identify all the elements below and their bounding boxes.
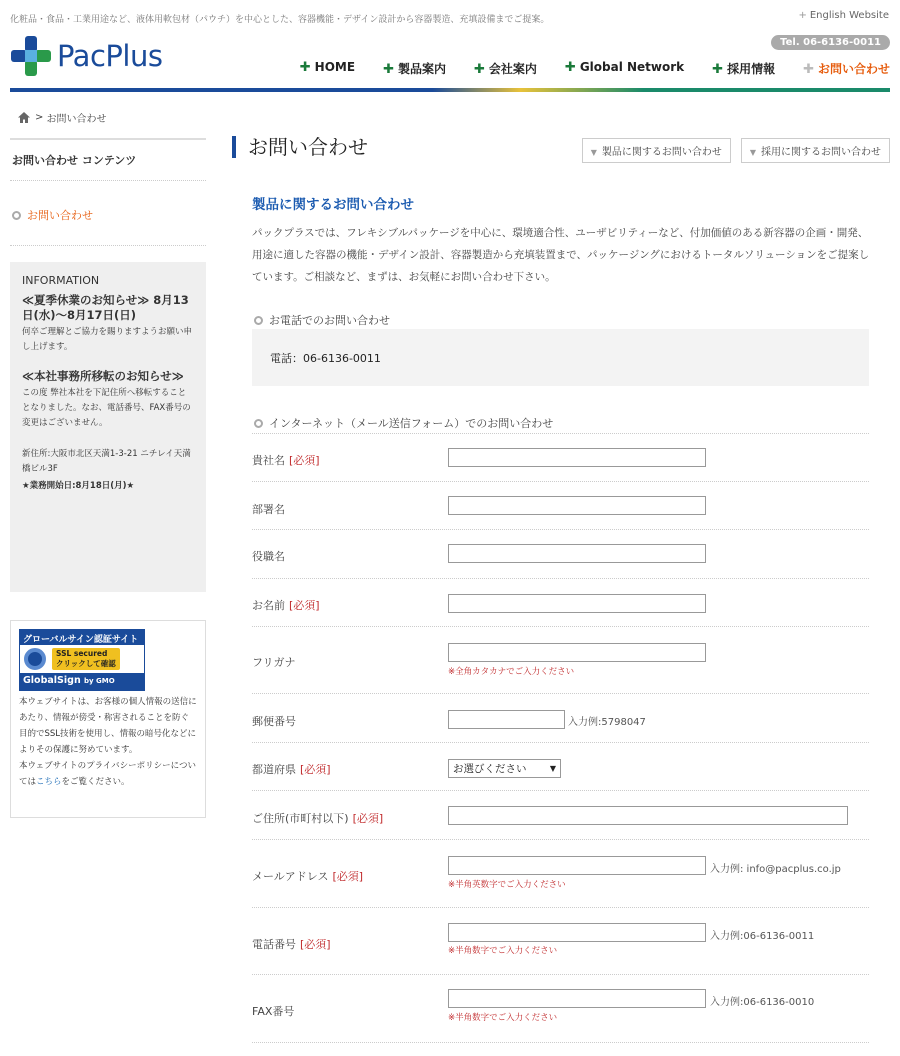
fax-input[interactable] — [448, 989, 706, 1008]
required-badge: [必須] — [289, 599, 320, 612]
form-label — [252, 452, 320, 468]
plus-icon: ✚ — [473, 62, 485, 77]
form-row-company — [252, 434, 869, 482]
form-row-address — [252, 791, 869, 840]
sidebar-item-label: お問い合わせ — [27, 209, 93, 222]
intro-text: パックプラスでは、フレキシブルパッケージを中心に、環境適合性、ユーザビリティーなど、付加価値のある新容器の企画・開発、用途に適した容器の機能・デザイン設計、容器製造から充填装置まで、パッケージングにおけるトータルソリューションをご提案しています。ご相談など、まずは、お気軽にお問い合わせ下さい。 — [252, 227, 870, 283]
nav-contact[interactable] — [803, 60, 890, 77]
section-title: 製品に関するお問い合わせ — [252, 197, 414, 213]
plus-icon: + — [798, 10, 807, 21]
circle-bullet-icon — [254, 316, 263, 325]
phone-number-box — [252, 329, 869, 386]
tel-badge: Tel. 06-6136-0011 — [771, 35, 890, 50]
global-nav — [272, 60, 890, 77]
sidebar-item-contact[interactable] — [10, 181, 206, 246]
ssl-info-box — [10, 620, 206, 818]
required-badge: [必須] — [332, 870, 364, 883]
site-tagline: 化粧品・食品・工業用途など、液体用軟包材（パウチ）を中心とした、容器機能・デザイン設計から容器製造、充填設備までご提案。 — [10, 15, 550, 25]
zip-label: 郵便番号 — [252, 715, 296, 728]
plus-icon: ✚ — [299, 60, 311, 75]
by-gmo-text: by GMO — [84, 677, 115, 685]
form-label — [252, 761, 331, 777]
nav-global-network-label: Global Network — [579, 60, 685, 74]
email-note: ※半角英数字でご入力ください — [448, 880, 566, 890]
required-badge: [必須] — [300, 938, 331, 951]
ssl-click-text: クリックして確認 — [56, 659, 116, 668]
form-row-phone — [252, 908, 869, 975]
furigana-label: フリガナ — [252, 656, 296, 669]
information-box — [10, 262, 206, 592]
sidebar-heading: お問い合わせ コンテンツ — [10, 138, 206, 181]
required-badge: [必須] — [300, 763, 331, 776]
phone-input[interactable] — [448, 923, 706, 942]
form-row-furigana — [252, 627, 869, 694]
breadcrumb-current: お問い合わせ — [46, 114, 107, 125]
open-date: ★業務開始日:8月18日(月)★ — [22, 481, 135, 491]
plus-icon: ✚ — [383, 62, 394, 77]
sub-nav-buttons — [572, 138, 890, 163]
breadcrumb-separator: > — [35, 112, 47, 123]
new-address: 新住所:大阪市北区天満1-3-21 ニチレイ天満橋ビル3F — [22, 449, 191, 474]
plus-icon: ✚ — [803, 62, 814, 77]
chevron-down-icon: ▼ — [549, 764, 556, 773]
breadcrumb — [18, 110, 107, 125]
nav-global-network[interactable] — [565, 60, 684, 77]
web-contact-label: インターネット（メール送信フォーム）でのお問い合わせ — [269, 417, 554, 430]
form-row-fax — [252, 975, 869, 1043]
recruit-inquiry-button[interactable] — [741, 138, 890, 163]
plus-icon: ✚ — [712, 62, 724, 77]
name-label: お名前 — [252, 599, 285, 612]
company-input[interactable] — [448, 448, 706, 467]
ssl-secured-text: SSL secured — [56, 649, 108, 658]
phone-number: 電話：06-6136-0011 — [270, 351, 381, 365]
department-input[interactable] — [448, 496, 706, 515]
fax-label: FAX番号 — [252, 1005, 295, 1018]
privacy-post: をご覧ください。 — [61, 777, 130, 787]
furigana-input[interactable] — [448, 643, 706, 662]
required-badge: [必須] — [289, 454, 320, 467]
nav-recruit[interactable] — [712, 60, 775, 77]
phone-note: ※半角数字でご入力ください — [448, 946, 558, 956]
position-label: 役職名 — [252, 550, 285, 563]
triangle-down-icon: ▼ — [749, 148, 756, 157]
site-logo[interactable] — [9, 34, 162, 78]
nav-contact-label: お問い合わせ — [817, 62, 890, 76]
english-website-label: English Website — [809, 10, 889, 21]
form-row-position — [252, 530, 869, 579]
phone-contact-label: お電話でのお問い合わせ — [269, 314, 390, 327]
circle-bullet-icon — [12, 211, 21, 220]
news-headline: ≪夏季休業のお知らせ≫ 8月13日(水)～8月17日(日) — [22, 293, 189, 322]
information-title: INFORMATION — [22, 274, 100, 287]
privacy-pre: 本ウェブサイトのプライバシーポリシーについては — [19, 761, 196, 787]
form-label — [252, 597, 320, 613]
globalsign-text: GlobalSign — [23, 675, 81, 686]
nav-company[interactable] — [474, 60, 537, 77]
recruit-inquiry-label: 採用に関するお問い合わせ — [761, 147, 881, 158]
news-headline: ≪本社事務所移転のお知らせ≫ — [22, 369, 184, 383]
product-inquiry-label: 製品に関するお問い合わせ — [601, 147, 722, 158]
phone-hint: 入力例:06-6136-0011 — [710, 931, 815, 942]
address-input[interactable] — [448, 806, 848, 825]
web-contact-heading — [254, 415, 553, 431]
phone-label: 電話番号 — [252, 938, 296, 951]
form-label — [252, 868, 363, 884]
nav-recruit-label: 採用情報 — [727, 62, 776, 76]
privacy-policy-link[interactable]: こちら — [36, 777, 62, 787]
news-body: 何卒ご理解とご協力を賜りますようお願い申し上げます。 — [22, 327, 193, 352]
address-label: ご住所(市町村以下) — [252, 812, 349, 825]
ssl-badge-brand — [20, 673, 144, 690]
pacplus-logo-icon — [9, 34, 53, 78]
prefecture-value: お選びください — [453, 763, 527, 775]
nav-company-label: 会社案内 — [488, 62, 537, 76]
department-label: 部署名 — [252, 503, 285, 516]
email-label: メールアドレス — [252, 870, 329, 883]
position-input[interactable] — [448, 544, 706, 563]
prefecture-label: 都道府県 — [252, 763, 296, 776]
nav-products[interactable] — [383, 60, 446, 77]
ssl-badge-title: グローバルサイン認証サイト — [20, 630, 144, 645]
triangle-down-icon: ▼ — [590, 148, 597, 157]
nav-home[interactable] — [300, 60, 355, 77]
header-color-bar — [10, 88, 890, 92]
nav-products-label: 製品案内 — [397, 62, 446, 76]
fax-hint: 入力例:06-6136-0010 — [710, 997, 815, 1008]
name-input[interactable] — [448, 594, 706, 613]
phone-contact-heading — [254, 312, 390, 328]
fax-note: ※半角数字でご入力ください — [448, 1013, 558, 1023]
plus-icon: ✚ — [564, 60, 576, 75]
ssl-secured-label — [52, 648, 120, 670]
form-label — [252, 810, 383, 826]
required-badge: [必須] — [352, 812, 384, 825]
email-input[interactable] — [448, 856, 706, 875]
globalsign-eye-icon — [24, 648, 46, 670]
form-row-name — [252, 579, 869, 627]
news-body: この度 弊社本社を下記住所へ移転することとなりました。なお、電話番号、FAX番号の変更はございません。 — [22, 388, 191, 428]
page-title: お問い合わせ — [232, 136, 368, 158]
zip-input[interactable] — [448, 710, 565, 729]
form-row-department — [252, 482, 869, 530]
form-row-email — [252, 840, 869, 908]
privacy-policy-text — [19, 758, 197, 790]
circle-bullet-icon — [254, 419, 263, 428]
form-row-zip — [252, 694, 869, 743]
ssl-description: 本ウェブサイトは、お客様の個人情報の送信にあたり、情報が傍受・称害されることを防ぐ目的でSSL技術を使用し、情報の暗号化などによりその保護に努めています。 — [19, 697, 197, 755]
company-label: 貴社名 — [252, 454, 285, 467]
english-website-link[interactable] — [798, 10, 889, 21]
furigana-note: ※全角カタカナでご入力ください — [448, 667, 575, 677]
form-row-prefecture — [252, 743, 869, 791]
zip-hint: 入力例:5798047 — [568, 717, 646, 728]
email-hint: 入力例: info@pacplus.co.jp — [710, 864, 841, 875]
prefecture-select[interactable] — [448, 759, 561, 778]
logo-text: PacPlus — [57, 39, 163, 73]
globalsign-ssl-badge[interactable] — [19, 629, 145, 691]
home-icon[interactable] — [18, 112, 30, 123]
nav-home-label: HOME — [314, 60, 356, 74]
form-label — [252, 936, 331, 952]
sidebar — [10, 138, 206, 818]
product-inquiry-button[interactable] — [582, 138, 731, 163]
